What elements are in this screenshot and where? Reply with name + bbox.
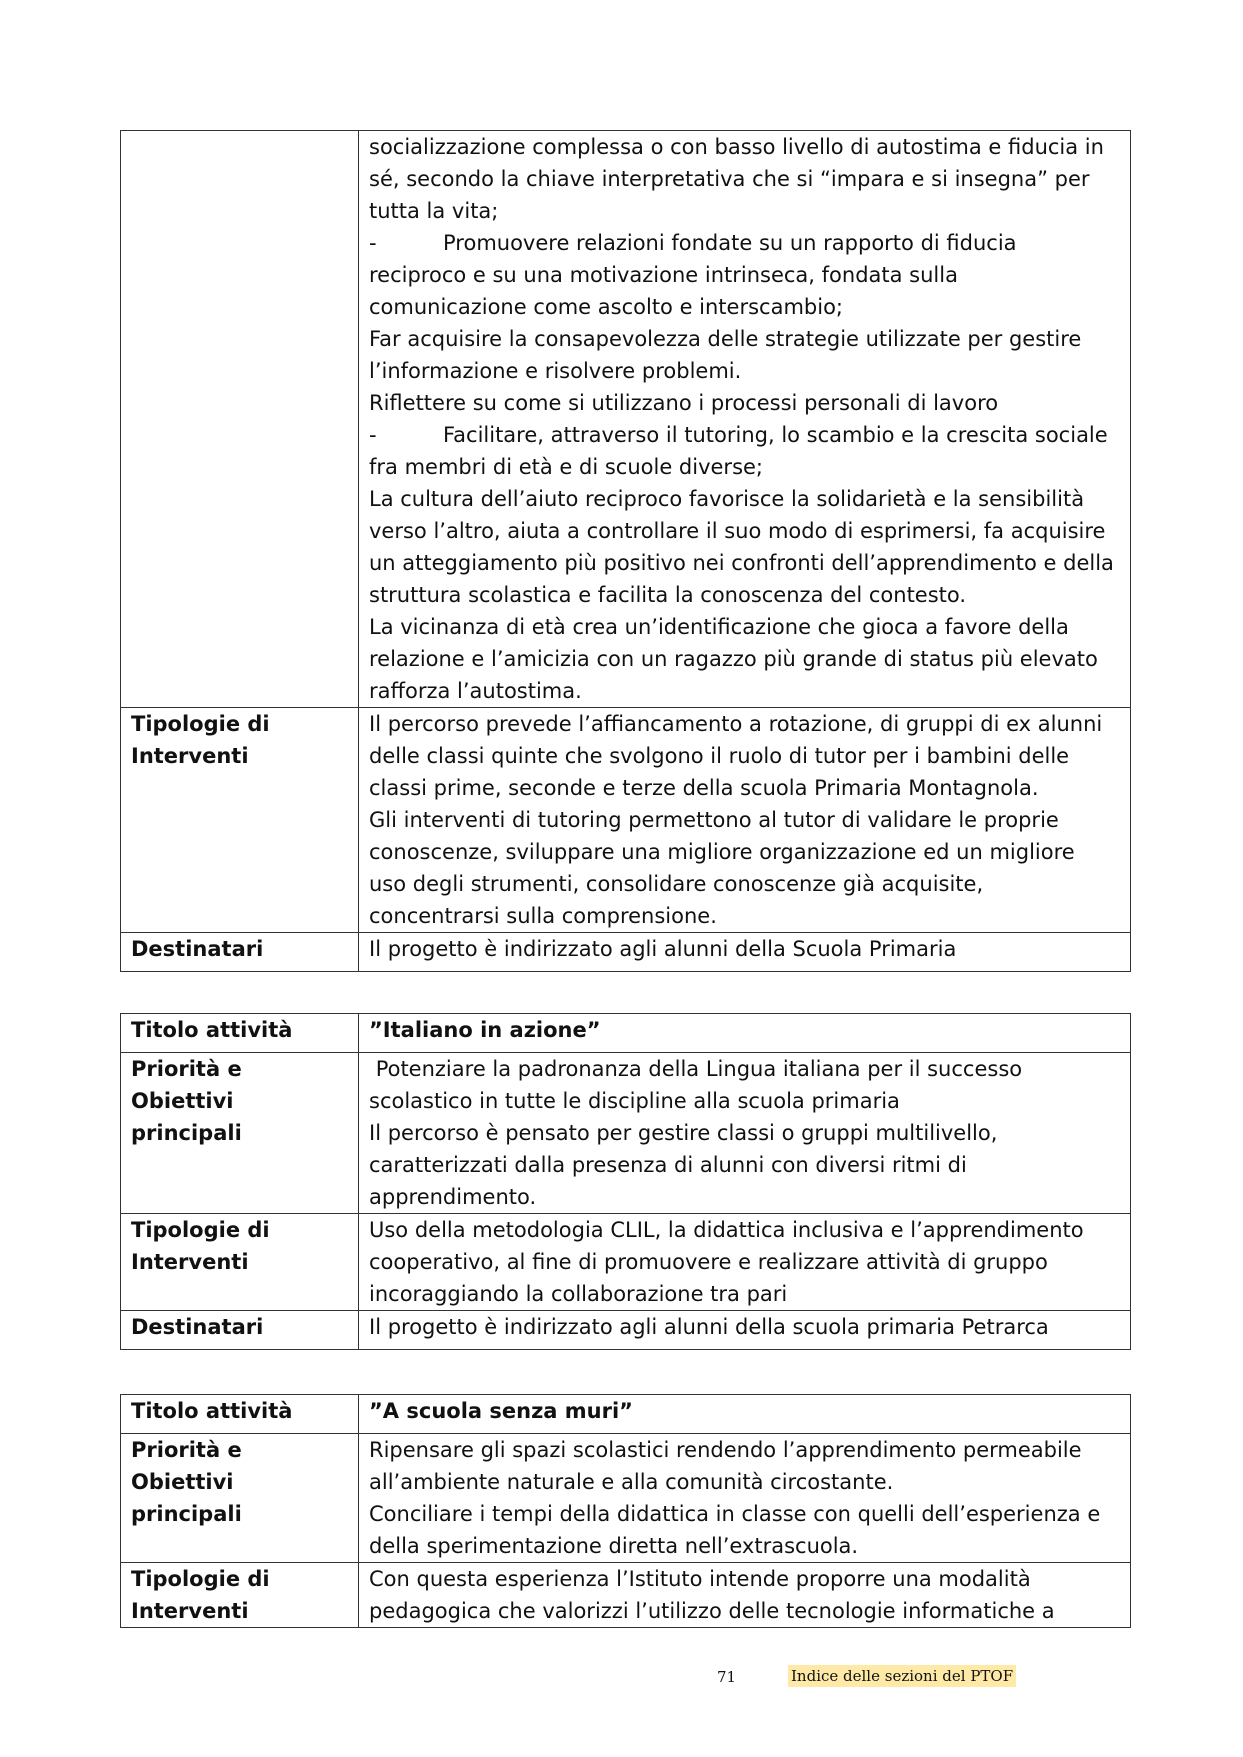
table-row [121,1563,1131,1628]
paragraph: Gli interventi di tutoring permettono al tutor di validare le proprie conoscenze, sviluppare una migliore organizzazione ed un migliore uso degli strumenti, consolidare conoscenze già acquisite, concentrarsi sulla comprensione. [369,808,1075,928]
paragraph: Potenziare la padronanza della Lingua italiana per il successo scolastico in tutte le discipline alla scuola primaria [369,1057,1029,1113]
paragraph: Riflettere su come si utilizzano i processi personali di lavoro [369,391,999,415]
row-value-destinatari [359,933,1131,972]
row-label-tipologie: Tipologie di Interventi [121,708,359,933]
table-row [121,1434,1131,1563]
paragraph: Il progetto è indirizzato agli alunni della scuola primaria Petrarca [369,1315,1049,1339]
table-row [121,1311,1131,1350]
paragraph: La vicinanza di età crea un’identificazione che gioca a favore della relazione e l’amicizia con un ragazzo più grande di status più elevato rafforza l’autostima. [369,615,1098,703]
row-label-destinatari: Destinatari [121,1311,359,1350]
paragraph: Conciliare i tempi della didattica in classe con quelli dell’esperienza e della sperimentazione diretta nell’extrascuola. [369,1502,1101,1558]
paragraph: - Promuovere relazioni fondate su un rapporto di fiducia reciproco e su una motivazione intrinseca, fondata sulla comunicazione come ascolto e interscambio; [369,227,1118,323]
paragraph: socializzazione complessa o con basso livello di autostima e fiducia in sé, secondo la chiave interpretativa che si “impara e si insegna” per tutta la vita; [369,135,1104,223]
table-row [121,708,1131,933]
row-value-destinatari [359,1311,1131,1350]
page-number: 71 [717,1668,737,1686]
paragraph: La cultura dell’aiuto reciproco favorisce la solidarietà e la sensibilità verso l’altro, aiuta a controllare il suo modo di esprimersi, fa acquisire un atteggiamento più positivo nei confronti dell’apprendimento e della struttura scolastica e facilita la conoscenza del contesto. [369,487,1114,607]
activity-title: ”Italiano in azione” [359,1014,1131,1053]
row-value-tipologie [359,1563,1131,1628]
row-value-tipologie [359,1214,1131,1311]
row-label-priorita: Priorità e Obiettivi principali [121,1434,359,1563]
title-label: Titolo attività [121,1014,359,1053]
paragraph: Il percorso è pensato per gestire classi o gruppi multilivello, caratterizzati dalla presenza di alunni con diversi ritmi di apprendimento. [369,1121,998,1209]
row-value-objectives [359,131,1131,708]
table-tutoring-continuation [120,130,1131,972]
paragraph: - Facilitare, attraverso il tutoring, lo scambio e la crescita sociale fra membri di età e di scuole diverse; [369,419,1118,483]
paragraph: Con questa esperienza l’Istituto intende proporre una modalità pedagogica che valorizzi l’utilizzo delle tecnologie informatiche a [369,1567,1055,1623]
row-label-tipologie: Tipologie di Interventi [121,1214,359,1311]
table-row [121,1053,1131,1214]
section-index-link[interactable]: Indice delle sezioni del PTOF [788,1665,1016,1687]
paragraph: Il percorso prevede l’affiancamento a rotazione, di gruppi di ex alunni delle classi quinte che svolgono il ruolo di tutor per i bambini delle classi prime, seconde e terze della scuola Primaria Montagnola. [369,712,1103,800]
row-label-priorita: Priorità e Obiettivi principali [121,1053,359,1214]
paragraph: Far acquisire la consapevolezza delle strategie utilizzate per gestire l’informazione e risolvere problemi. [369,327,1082,383]
table-row [121,1014,1131,1053]
dash-marker: - [369,423,377,447]
table-row [121,933,1131,972]
table-row [121,1395,1131,1434]
table-a-scuola-senza-muri [120,1394,1131,1628]
row-label-empty [121,131,359,708]
paragraph: Uso della metodologia CLIL, la didattica inclusiva e l’apprendimento cooperativo, al fine di promuovere e realizzare attività di gruppo incoraggiando la collaborazione tra pari [369,1218,1084,1306]
row-value-priorita [359,1434,1131,1563]
row-label-tipologie: Tipologie di Interventi [121,1563,359,1628]
title-label: Titolo attività [121,1395,359,1434]
row-label-destinatari: Destinatari [121,933,359,972]
paragraph: Il progetto è indirizzato agli alunni della Scuola Primaria [369,937,957,961]
paragraph: Ripensare gli spazi scolastici rendendo l’apprendimento permeabile all’ambiente naturale e alla comunità circostante. [369,1438,1082,1494]
table-row [121,1214,1131,1311]
page-footer [0,1664,1243,1690]
dash-marker: - [369,231,377,255]
row-value-priorita [359,1053,1131,1214]
activity-title: ”A scuola senza muri” [359,1395,1131,1434]
row-value-tipologie [359,708,1131,933]
table-italiano-in-azione [120,1013,1131,1350]
table-row [121,131,1131,708]
